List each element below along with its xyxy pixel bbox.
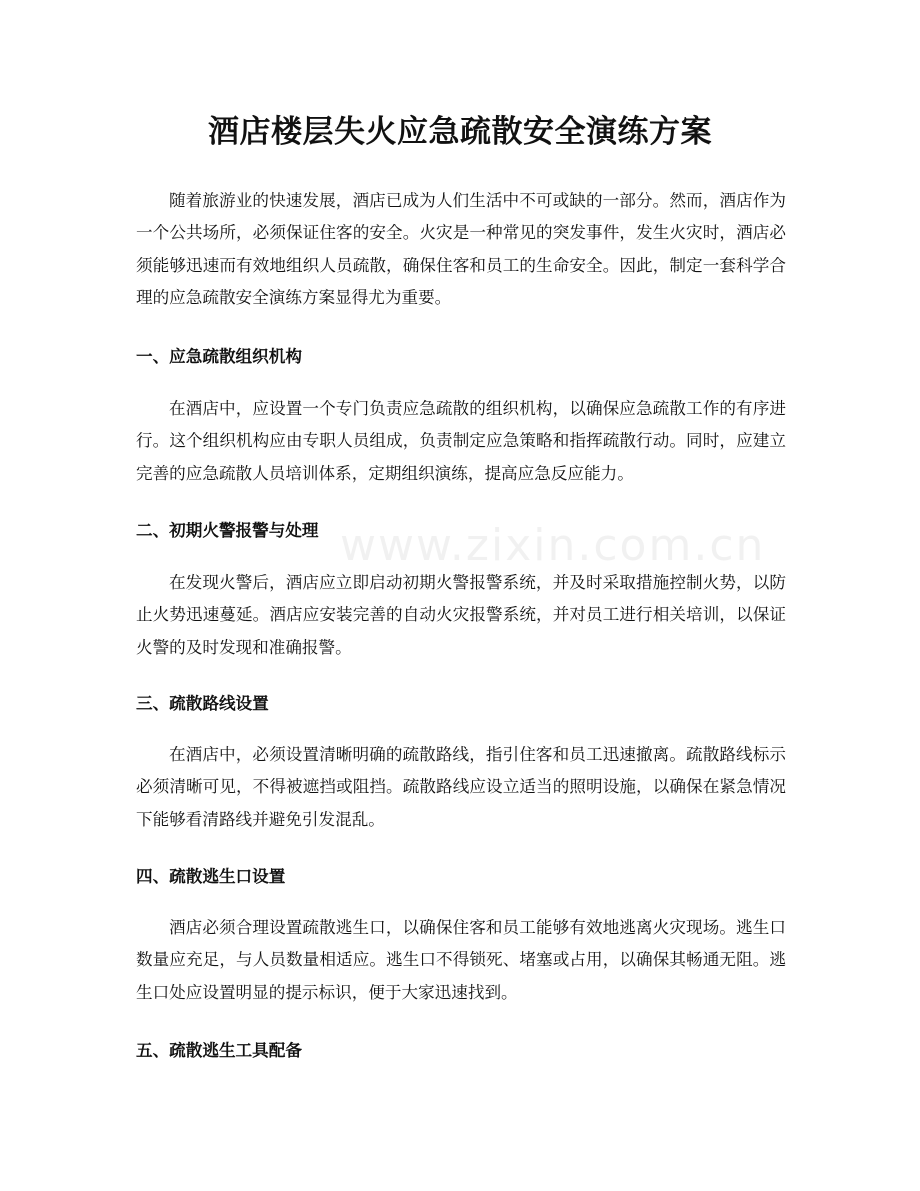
section-3-heading: 三、疏散路线设置 (136, 694, 269, 713)
section-3-body: 在酒店中，必须设置清晰明确的疏散路线，指引住客和员工迅速撤离。疏散路线标示必须清晰可见，不得被遮挡或阻挡。疏散路线应设立适当的照明设施，以确保在紧急情况下能够看清路线并避免引发混乱。 (136, 745, 786, 829)
section-2-body: 在发现火警后，酒店应立即启动初期火警报警系统，并及时采取措施控制火势，以防止火势迅速蔓延。酒店应安装完善的自动火灾报警系统，并对员工进行相关培训，以保证火警的及时发现和准确报警。 (136, 573, 786, 657)
section-4-body: 酒店必须合理设置疏散逃生口，以确保住客和员工能够有效地逃离火灾现场。逃生口数量应充足，与人员数量相适应。逃生口不得锁死、堵塞或占用，以确保其畅通无阻。逃生口处应设置明显的提示标识，便于大家迅速找到。 (136, 918, 786, 1002)
section-1-body: 在酒店中，应设置一个专门负责应急疏散的组织机构，以确保应急疏散工作的有序进行。这个组织机构应由专职人员组成，负责制定应急策略和指挥疏散行动。同时，应建立完善的应急疏散人员培训体系，定期组织演练，提高应急反应能力。 (136, 399, 786, 483)
intro-paragraph: 随着旅游业的快速发展，酒店已成为人们生活中不可或缺的一部分。然而，酒店作为一个公共场所，必须保证住客的安全。火灾是一种常见的突发事件，发生火灾时，酒店必须能够迅速而有效地组织人员疏散，确保住客和员工的生命安全。因此，制定一套科学合理的应急疏散安全演练方案显得尤为重要。 (136, 191, 786, 307)
section-5-heading: 五、疏散逃生工具配备 (136, 1041, 302, 1060)
watermark: www.zixin.com.cn (340, 520, 766, 571)
section-1-heading: 一、应急疏散组织机构 (136, 347, 302, 366)
section-4-heading: 四、疏散逃生口设置 (136, 867, 286, 886)
section-2-heading: 二、初期火警报警与处理 (136, 521, 319, 540)
document-title: 酒店楼层失火应急疏散安全演练方案 (208, 114, 712, 150)
